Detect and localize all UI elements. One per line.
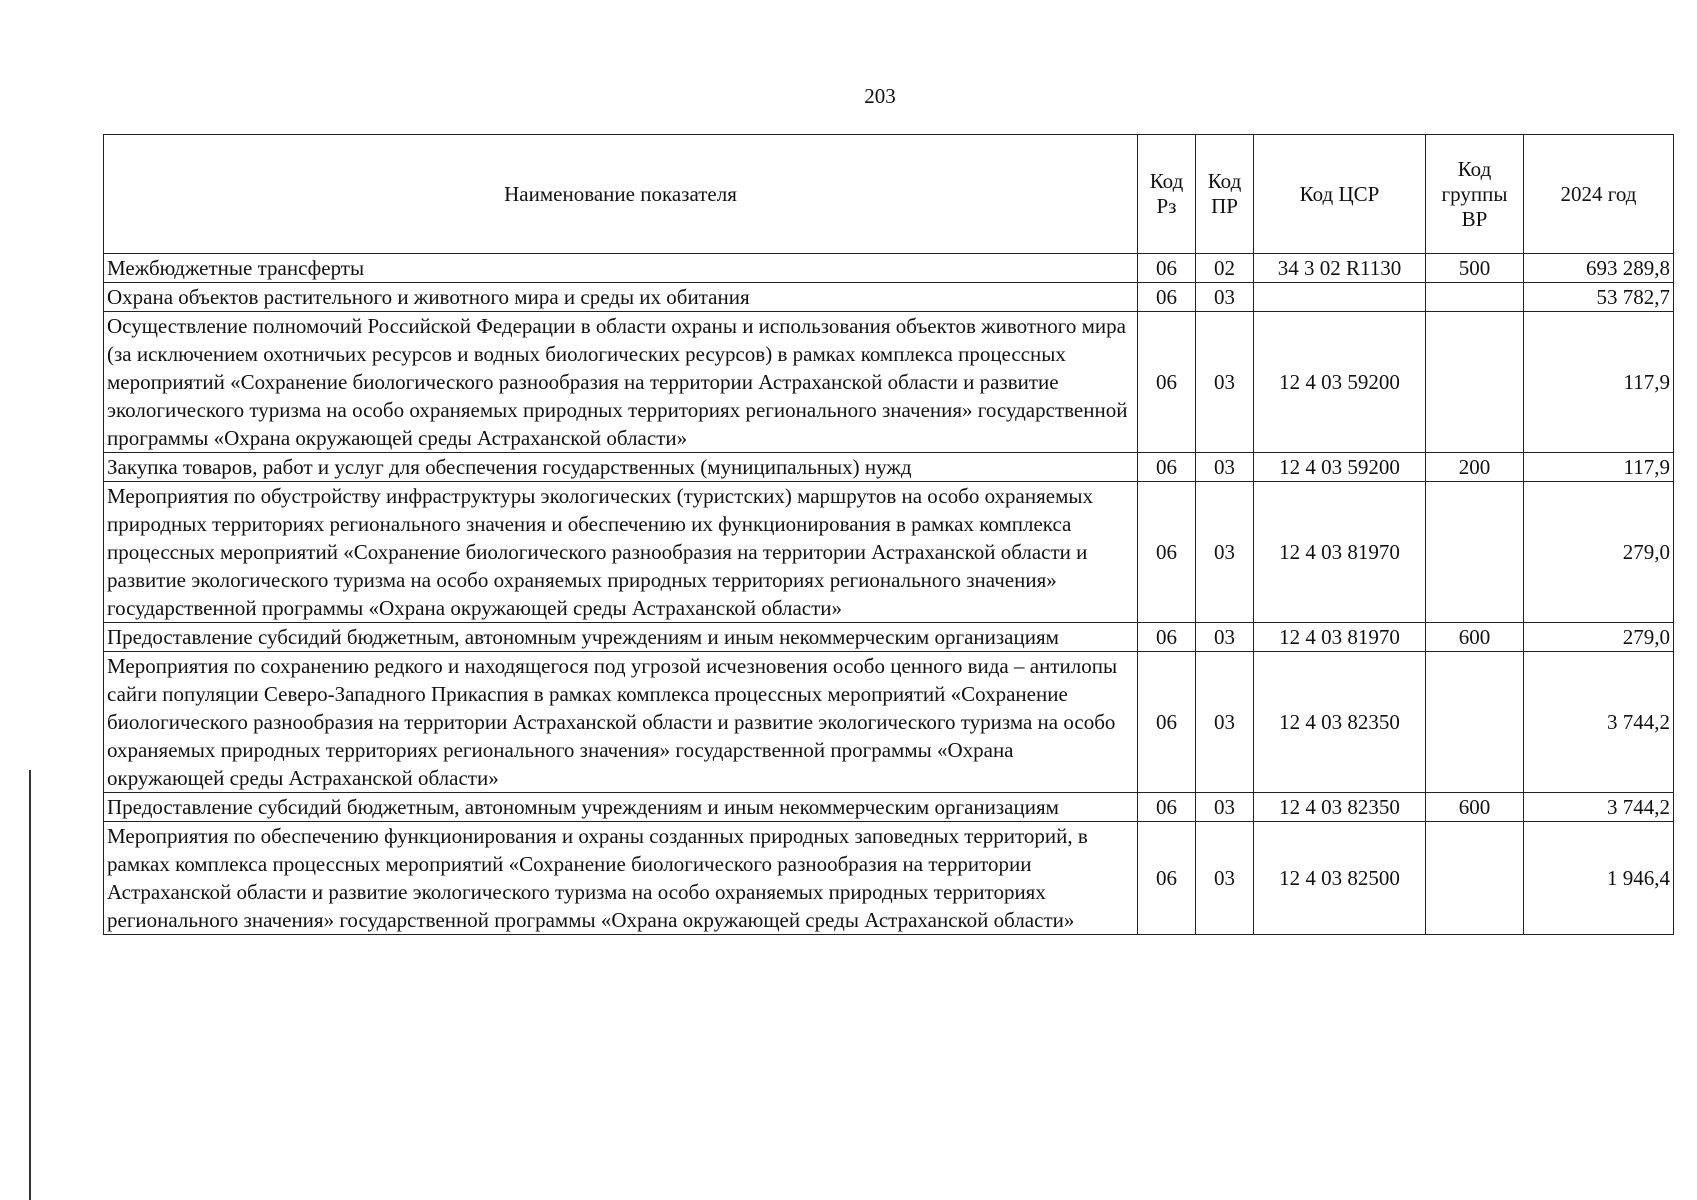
row-csr: 12 4 03 82500 [1254, 822, 1426, 935]
row-amount: 1 946,4 [1524, 822, 1674, 935]
row-pr: 03 [1196, 822, 1254, 935]
row-rz: 06 [1138, 482, 1196, 623]
table-row [104, 822, 1674, 935]
table-row [104, 793, 1674, 822]
row-pr: 03 [1196, 652, 1254, 793]
row-pr: 03 [1196, 482, 1254, 623]
row-amount: 53 782,7 [1524, 283, 1674, 312]
row-pr: 03 [1196, 312, 1254, 453]
row-name: Осуществление полномочий Российской Федерации в области охраны и использования объектов животного мира (за исключением охотничьих ресурсов и водных биологических ресурсов) в рамках комплекса процессных мероприятий «Сохранение биологического разнообразия на территории Астраханской области и развитие экологического туризма на особо охраняемых природных территориях регионального значения» государственной программы «Охрана окружающей среды Астраханской области» [104, 312, 1138, 453]
row-csr [1254, 283, 1426, 312]
row-name: Охрана объектов растительного и животного мира и среды их обитания [104, 283, 1138, 312]
row-csr: 12 4 03 81970 [1254, 623, 1426, 652]
page-number: 203 [864, 84, 896, 108]
row-name: Межбюджетные трансферты [104, 254, 1138, 283]
row-pr: 03 [1196, 453, 1254, 482]
row-amount: 279,0 [1524, 623, 1674, 652]
row-amount: 3 744,2 [1524, 793, 1674, 822]
header-name: Наименование показателя [104, 135, 1138, 254]
row-vr [1426, 652, 1524, 793]
row-pr: 03 [1196, 623, 1254, 652]
header-rz: Код Рз [1138, 135, 1196, 254]
row-amount: 3 744,2 [1524, 652, 1674, 793]
table-row [104, 453, 1674, 482]
row-name: Мероприятия по обеспечению функционирования и охраны созданных природных заповедных территорий, в рамках комплекса процессных мероприятий «Сохранение биологического разнообразия на территории Астраханской области и развитие экологического туризма на особо охраняемых природных территориях регионального значения» государственной программы «Охрана окружающей среды Астраханской области» [104, 822, 1138, 935]
row-vr [1426, 482, 1524, 623]
row-csr: 34 3 02 R1130 [1254, 254, 1426, 283]
header-csr: Код ЦСР [1254, 135, 1426, 254]
table-row [104, 623, 1674, 652]
table-row [104, 482, 1674, 623]
row-pr: 02 [1196, 254, 1254, 283]
row-vr: 600 [1426, 623, 1524, 652]
row-vr [1426, 822, 1524, 935]
row-rz: 06 [1138, 453, 1196, 482]
row-amount: 279,0 [1524, 482, 1674, 623]
row-vr: 500 [1426, 254, 1524, 283]
table-row [104, 254, 1674, 283]
table-header-row [104, 135, 1674, 254]
row-csr: 12 4 03 82350 [1254, 652, 1426, 793]
row-csr: 12 4 03 82350 [1254, 793, 1426, 822]
row-rz: 06 [1138, 623, 1196, 652]
row-csr: 12 4 03 59200 [1254, 453, 1426, 482]
row-rz: 06 [1138, 793, 1196, 822]
table-row [104, 312, 1674, 453]
row-vr: 600 [1426, 793, 1524, 822]
row-amount: 117,9 [1524, 453, 1674, 482]
row-name: Предоставление субсидий бюджетным, автономным учреждениям и иным некоммерческим организациям [104, 793, 1138, 822]
row-pr: 03 [1196, 793, 1254, 822]
row-csr: 12 4 03 59200 [1254, 312, 1426, 453]
budget-table [103, 134, 1674, 935]
table-row [104, 652, 1674, 793]
row-csr: 12 4 03 81970 [1254, 482, 1426, 623]
row-name: Мероприятия по сохранению редкого и находящегося под угрозой исчезновения особо ценного вида – антилопы сайги популяции Северо-Западного Прикаспия в рамках комплекса процессных мероприятий «Сохранение биологического разнообразия на территории Астраханской области и развитие экологического туризма на особо охраняемых природных территориях регионального значения» государственной программы «Охрана окружающей среды Астраханской области» [104, 652, 1138, 793]
row-rz: 06 [1138, 283, 1196, 312]
row-name: Предоставление субсидий бюджетным, автономным учреждениям и иным некоммерческим организациям [104, 623, 1138, 652]
row-rz: 06 [1138, 254, 1196, 283]
header-year: 2024 год [1524, 135, 1674, 254]
row-amount: 117,9 [1524, 312, 1674, 453]
row-pr: 03 [1196, 283, 1254, 312]
row-rz: 06 [1138, 312, 1196, 453]
row-vr [1426, 283, 1524, 312]
header-pr: Код ПР [1196, 135, 1254, 254]
row-rz: 06 [1138, 652, 1196, 793]
table-row [104, 283, 1674, 312]
header-vr: Код группы ВР [1426, 135, 1524, 254]
row-name: Закупка товаров, работ и услуг для обеспечения государственных (муниципальных) нужд [104, 453, 1138, 482]
row-amount: 693 289,8 [1524, 254, 1674, 283]
row-rz: 06 [1138, 822, 1196, 935]
row-name: Мероприятия по обустройству инфраструктуры экологических (туристских) маршрутов на особо охраняемых природных территориях регионального значения и обеспечению их функционирования в рамках комплекса процессных мероприятий «Сохранение биологического разнообразия на территории Астраханской области и развитие экологического туризма на особо охраняемых природных территориях регионального значения» государственной программы «Охрана окружающей среды Астраханской области» [104, 482, 1138, 623]
row-vr: 200 [1426, 453, 1524, 482]
row-vr [1426, 312, 1524, 453]
scan-margin-line [29, 770, 31, 1200]
